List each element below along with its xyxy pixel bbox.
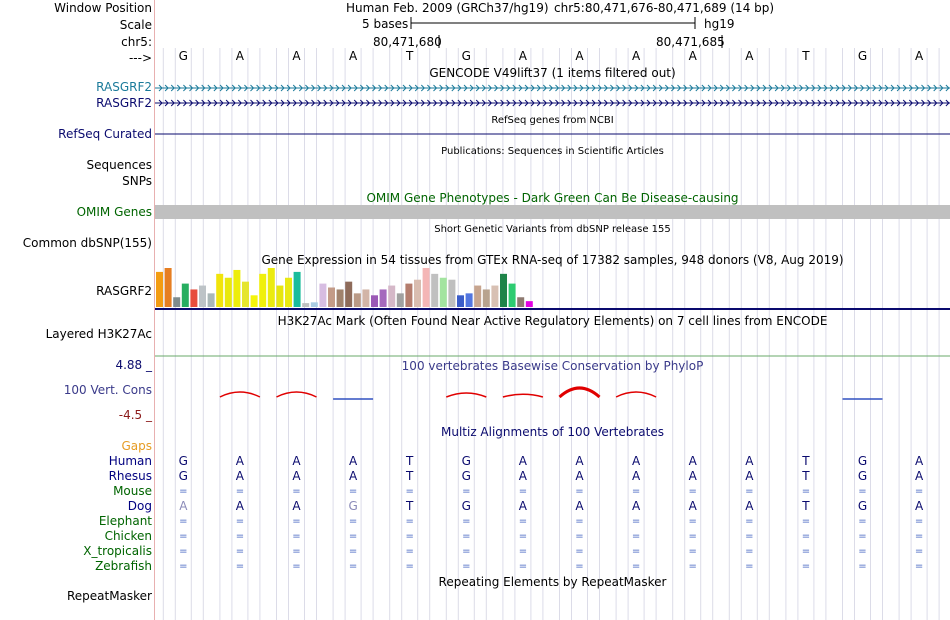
alignment-base: = (405, 486, 414, 497)
alignment-base: A (631, 499, 641, 513)
snps-label[interactable]: SNPs (122, 174, 152, 188)
alignment-base: = (801, 561, 811, 572)
sequence-base: A (688, 49, 697, 63)
alignment-base: = (914, 561, 924, 572)
alignment-base: A (292, 469, 301, 483)
sequence-base: G (857, 49, 868, 63)
gtex-bar (483, 289, 490, 307)
omim-title: OMIM Gene Phenotypes - Dark Green Can Be Disease-causing (366, 191, 739, 205)
alignment-base: = (575, 546, 584, 557)
alignment-base: = (518, 561, 528, 572)
alignment-base: G (178, 469, 188, 483)
alignment-base: = (575, 486, 584, 497)
alignment-base: = (462, 561, 471, 572)
alignment-base: = (292, 546, 301, 557)
alignment-base: = (858, 486, 867, 497)
species-label[interactable]: Mouse (113, 484, 152, 498)
alignment-base: = (462, 546, 471, 557)
alignment-base: = (348, 561, 358, 572)
alignment-base: A (688, 454, 697, 468)
alignment-base: = (631, 516, 641, 527)
omim-label[interactable]: OMIM Genes (76, 205, 152, 219)
gencode-item-2[interactable]: RASGRF2 (96, 96, 152, 110)
alignment-base: = (631, 546, 641, 557)
gtex-bar (457, 295, 464, 307)
gtex-bar (225, 278, 232, 307)
alignment-base: = (688, 516, 697, 527)
alignment-base: = (631, 531, 641, 542)
gtex-bar (345, 282, 352, 307)
alignment-base: A (235, 469, 244, 483)
gtex-bar (319, 284, 326, 307)
gtex-bar (397, 293, 404, 307)
alignment-base: = (575, 561, 584, 572)
coord-1: 80,471,680 (373, 35, 442, 49)
gtex-bar (474, 286, 481, 307)
omim-bar (155, 205, 950, 219)
alignment-base: = (405, 546, 414, 557)
species-label[interactable]: X_tropicalis (83, 544, 152, 558)
alignment-base: A (518, 454, 527, 468)
alignment-base: = (462, 516, 471, 527)
alignment-base: = (179, 561, 188, 572)
refseq-label[interactable]: RefSeq Curated (58, 127, 152, 141)
alignment-base: = (914, 546, 924, 557)
alignment-base: G (348, 499, 358, 513)
sequence-base: G (178, 49, 188, 63)
alignment-base: = (518, 486, 528, 497)
gtex-bar (423, 268, 430, 307)
gtex-bar (259, 274, 266, 307)
species-label[interactable]: Dog (127, 499, 152, 513)
alignment-base: = (292, 486, 301, 497)
coord-2: 80,471,685 (656, 35, 725, 49)
sequence-base: A (348, 49, 358, 63)
sequence-base: A (575, 49, 584, 63)
gtex-bar (190, 289, 197, 307)
alignment-base: = (858, 531, 867, 542)
alignment-base: = (348, 546, 358, 557)
alignment-base: G (857, 499, 868, 513)
sequence-base: A (292, 49, 301, 63)
alignment-base: A (745, 454, 754, 468)
gtex-bar (380, 289, 387, 307)
gtex-bar (526, 301, 533, 307)
alignment-base: = (801, 516, 811, 527)
gtex-label[interactable]: RASGRF2 (96, 284, 152, 298)
alignment-base: A (235, 454, 244, 468)
alignment-base: G (461, 454, 471, 468)
alignment-base: G (178, 454, 188, 468)
sequence-base: G (461, 49, 471, 63)
gtex-bar (414, 280, 421, 307)
alignment-base: = (858, 561, 867, 572)
gtex-bar (276, 286, 283, 307)
gtex-bar (440, 278, 447, 307)
repeat-label[interactable]: RepeatMasker (66, 589, 152, 603)
gtex-bar (216, 274, 223, 307)
gtex-bar (431, 274, 438, 307)
phylop-label[interactable]: 100 Vert. Cons (63, 383, 152, 397)
gtex-bar (156, 272, 163, 307)
pubs-title: Publications: Sequences in Scientific Articles (441, 146, 664, 157)
sequence-base: T (802, 49, 810, 63)
alignment-base: = (688, 561, 697, 572)
label-divider (154, 0, 155, 620)
h3k27ac-label[interactable]: Layered H3K27Ac (45, 327, 152, 341)
alignment-base: = (631, 561, 641, 572)
h3k27ac-title: H3K27Ac Mark (Often Found Near Active Regulatory Elements) on 7 cell lines from ENCODE (277, 314, 828, 328)
alignment-base: = (801, 486, 811, 497)
phylop-mark (277, 392, 317, 397)
alignment-base: A (914, 499, 924, 513)
gtex-bar (491, 286, 498, 307)
alignment-base: = (235, 561, 245, 572)
gtex-bar (466, 293, 473, 307)
alignment-base: T (406, 469, 414, 483)
alignment-base: T (406, 499, 414, 513)
alignment-base: A (745, 499, 754, 513)
gtex-bar (294, 272, 301, 307)
alignment-base: A (631, 454, 641, 468)
alignment-base: = (518, 516, 528, 527)
alignment-base: A (745, 469, 754, 483)
alignment-base: G (857, 454, 868, 468)
window-position-label: Window Position (54, 1, 152, 15)
scale-label: Scale (119, 18, 152, 32)
alignment-base: G (857, 469, 868, 483)
gtex-bar (371, 295, 378, 307)
phylop-mark (616, 392, 656, 397)
alignment-base: = (348, 486, 358, 497)
alignment-base: T (802, 454, 810, 468)
alignment-base: A (688, 499, 697, 513)
alignment-base: = (688, 486, 697, 497)
alignment-base: = (235, 516, 245, 527)
phylop-mark (560, 388, 600, 397)
alignment-base: = (914, 531, 924, 542)
alignment-base: = (745, 546, 754, 557)
gtex-bar (285, 278, 292, 307)
alignment-base: = (462, 486, 471, 497)
gencode-title: GENCODE V49lift37 (1 items filtered out) (429, 66, 676, 80)
sequence-base: A (914, 49, 924, 63)
alignment-base: = (631, 486, 641, 497)
gtex-bar (199, 286, 206, 307)
alignment-base: G (461, 499, 471, 513)
phylop-mark (446, 393, 486, 397)
gtex-bar (302, 303, 309, 307)
alignment-base: T (802, 469, 810, 483)
alignment-base: = (801, 546, 811, 557)
gtex-bar (311, 302, 318, 307)
species-label[interactable]: Zebrafish (95, 559, 152, 573)
alignment-base: A (575, 454, 584, 468)
species-label[interactable]: Elephant (98, 514, 152, 528)
strand-arrow-label: ---> (128, 51, 152, 65)
chrom-label: chr5: (121, 35, 152, 49)
alignment-base: = (575, 531, 584, 542)
gtex-bar (388, 286, 395, 307)
species-label[interactable]: Rhesus (108, 469, 152, 483)
alignment-base: = (575, 516, 584, 527)
species-label[interactable]: Human (108, 454, 152, 468)
dbsnp-title: Short Genetic Variants from dbSNP release 155 (434, 224, 671, 235)
alignment-base: A (575, 499, 584, 513)
alignment-base: T (406, 454, 414, 468)
refseq-title: RefSeq genes from NCBI (491, 115, 614, 126)
sequence-base: A (631, 49, 641, 63)
multiz-title: Multiz Alignments of 100 Vertebrates (440, 425, 665, 439)
gencode-item-1[interactable]: RASGRF2 (96, 80, 152, 94)
phylop-mark (220, 392, 260, 397)
scale-text: 5 bases (362, 17, 409, 31)
scale-db: hg19 (704, 17, 735, 31)
alignment-base: A (631, 469, 641, 483)
alignment-base: A (348, 454, 358, 468)
alignment-base: = (914, 486, 924, 497)
position-text: chr5:80,471,676-80,471,689 (14 bp) (554, 1, 775, 15)
alignment-base: = (348, 531, 358, 542)
phylop-max: 4.88 _ (115, 358, 152, 372)
alignment-base: = (462, 531, 471, 542)
gtex-bar (165, 268, 172, 307)
alignment-base: = (348, 516, 358, 527)
gtex-bar (208, 293, 215, 307)
alignment-base: = (405, 531, 414, 542)
alignment-base: = (745, 516, 754, 527)
gtex-bar (242, 282, 249, 307)
gtex-bar (509, 284, 516, 307)
alignment-base: A (575, 469, 584, 483)
sequences-label[interactable]: Sequences (86, 158, 152, 172)
gtex-bar (448, 280, 455, 307)
gtex-bar (173, 297, 180, 307)
alignment-base: = (179, 516, 188, 527)
alignment-base: = (518, 531, 528, 542)
alignment-base: A (518, 499, 527, 513)
gtex-bar (405, 284, 412, 307)
gtex-bar (233, 270, 240, 307)
gtex-bar (362, 289, 369, 307)
alignment-base: T (802, 499, 810, 513)
alignment-base: = (518, 546, 528, 557)
gtex-bar (337, 289, 344, 307)
sequence-base: A (518, 49, 527, 63)
alignment-base: = (292, 531, 301, 542)
alignment-base: = (235, 486, 245, 497)
alignment-base: = (858, 546, 867, 557)
alignment-base: A (179, 499, 188, 513)
alignment-base: = (745, 486, 754, 497)
alignment-base: A (292, 454, 301, 468)
alignment-base: = (292, 561, 301, 572)
gtex-title: Gene Expression in 54 tissues from GTEx RNA-seq of 17382 samples, 948 donors (V8, Aug 2019) (261, 253, 844, 267)
alignment-base: = (688, 531, 697, 542)
alignment-base: = (745, 561, 754, 572)
species-label[interactable]: Chicken (104, 529, 152, 543)
alignment-base: A (292, 499, 301, 513)
gtex-bar (517, 297, 524, 307)
gaps-label[interactable]: Gaps (121, 439, 152, 453)
alignment-base: = (179, 486, 188, 497)
gtex-bar (182, 284, 189, 307)
gtex-bar (328, 288, 335, 308)
alignment-base: = (405, 561, 414, 572)
alignment-base: = (914, 516, 924, 527)
sequence-base: A (745, 49, 754, 63)
gtex-bar (500, 274, 507, 307)
gtex-bar (251, 295, 258, 307)
alignment-base: G (461, 469, 471, 483)
phylop-min: -4.5 _ (118, 408, 152, 422)
alignment-base: = (858, 516, 867, 527)
gtex-bar (354, 293, 361, 307)
alignment-base: = (688, 546, 697, 557)
sequence-base: T (406, 49, 414, 63)
alignment-base: = (179, 531, 188, 542)
alignment-base: = (745, 531, 754, 542)
assembly-text: Human Feb. 2009 (GRCh37/hg19) (346, 1, 549, 15)
phylop-mark (503, 394, 543, 397)
gtex-bar (268, 268, 275, 307)
sequence-base: A (235, 49, 244, 63)
phylop-title: 100 vertebrates Basewise Conservation by PhyloP (401, 359, 704, 373)
dbsnp-label[interactable]: Common dbSNP(155) (22, 236, 152, 250)
alignment-base: A (914, 454, 924, 468)
alignment-base: = (801, 531, 811, 542)
alignment-base: = (405, 516, 414, 527)
alignment-base: A (518, 469, 527, 483)
alignment-base: A (914, 469, 924, 483)
alignment-base: = (292, 516, 301, 527)
alignment-base: = (179, 546, 188, 557)
alignment-base: = (235, 531, 245, 542)
repeat-title: Repeating Elements by RepeatMasker (438, 575, 667, 589)
alignment-base: A (688, 469, 697, 483)
alignment-base: A (348, 469, 358, 483)
alignment-base: A (235, 499, 244, 513)
alignment-base: = (235, 546, 245, 557)
